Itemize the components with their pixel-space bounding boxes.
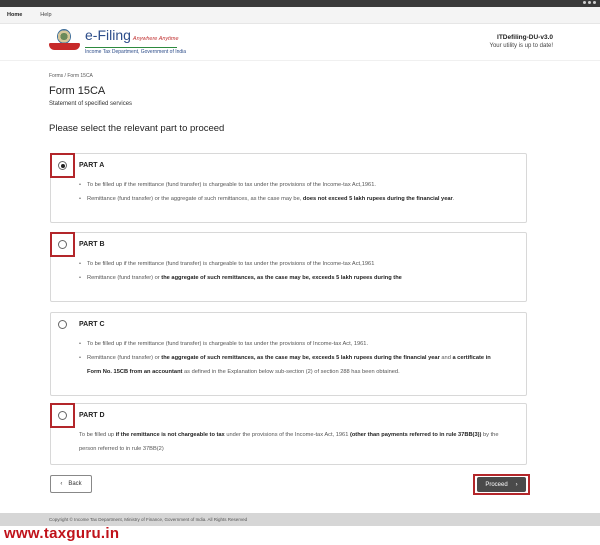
proceed-button-label: Proceed [485, 481, 508, 488]
part-c-radio-wrap[interactable] [50, 312, 75, 337]
watermark: www.taxguru.in [4, 525, 120, 542]
main-content [49, 73, 527, 134]
emblem-icon [49, 28, 81, 54]
part-d-description: To be filled up if the remittance is not chargeable to tax under the provisions of the Income-tax Act, 1961 (other than payments referred to in rule 37BB(3)) by the person referred to in rule 37BB(2) [79, 432, 499, 452]
app-name: ITDefiling-DU-v3.0 [497, 34, 553, 41]
part-c-card[interactable] [50, 312, 527, 396]
window-titlebar [0, 0, 600, 7]
part-c-radio[interactable] [58, 320, 67, 329]
brand-divider [85, 47, 177, 48]
part-a-label: PART A [79, 162, 105, 169]
window-controls[interactable] [583, 1, 596, 4]
page-title: Form 15CA [49, 85, 106, 97]
proceed-button-highlight[interactable] [473, 474, 530, 495]
app-status: Your utility is up to date! [489, 43, 553, 49]
part-b-radio-highlight[interactable] [50, 232, 75, 257]
list-item: • Remittance (fund transfer) or the aggregate of such remittances, as the case may be, exceeds 5 lakh rupees during the financial year and a certificate in Form No. 15CB from an accountant as defined in the Explanation below sub-section (2) of section 288 has been obtained. [79, 351, 506, 379]
menu-help[interactable]: Help [40, 12, 52, 18]
breadcrumb[interactable]: Forms / Form 15CA [49, 73, 93, 79]
list-item: • To be filled up if the remittance (fund transfer) is chargeable to tax under the provisions of the Income-tax Act,1961 [79, 257, 506, 271]
part-b-card[interactable] [50, 232, 527, 302]
part-b-radio[interactable] [58, 240, 67, 249]
brand-title: e-Filing [85, 27, 131, 43]
part-a-card[interactable] [50, 153, 527, 223]
part-d-card[interactable] [50, 403, 527, 465]
window-dot-icon[interactable] [588, 1, 591, 4]
copyright-text: Copyright © Income Tax Department, Ministry of Finance, Government of India. All Rights Reserved [49, 517, 248, 522]
efiling-logo [49, 28, 186, 55]
chevron-right-icon: › [515, 481, 518, 488]
window-dot-icon[interactable] [583, 1, 586, 4]
part-d-radio-highlight[interactable] [50, 403, 75, 428]
brand-tagline: Anywhere Anytime [132, 36, 179, 42]
back-button[interactable] [50, 475, 92, 493]
part-c-bullets [79, 337, 506, 379]
part-b-bullets [79, 257, 506, 285]
chevron-left-icon: ‹ [60, 481, 63, 487]
list-item: • To be filled up if the remittance (fund transfer) is chargeable to tax under the provisions of Income-tax Act, 1961. [79, 337, 506, 351]
back-button-label: Back [68, 481, 82, 487]
list-item: • Remittance (fund transfer) or the aggregate of such remittances, as the case may be, exceeds 5 lakh rupees during the [79, 271, 506, 285]
selection-prompt: Please select the relevant part to proceed [49, 123, 225, 134]
part-a-radio-highlight[interactable] [50, 153, 75, 178]
menu-home[interactable]: Home [7, 12, 23, 18]
proceed-button[interactable] [477, 477, 526, 492]
app-info [490, 34, 553, 49]
part-b-label: PART B [79, 241, 105, 248]
part-a-radio[interactable] [58, 161, 67, 170]
window-dot-icon[interactable] [593, 1, 596, 4]
menubar [0, 7, 600, 24]
list-item: • To be filled up if the remittance (fund transfer) is chargeable to tax under the provisions of the Income-tax Act,1961. [79, 178, 506, 192]
list-item: • Remittance (fund transfer) or the aggregate of such remittances, as the case may be, does not exceed 5 lakh rupees during the financial year. [79, 192, 506, 206]
part-d-radio[interactable] [58, 411, 67, 420]
brand-subtitle: Income Tax Department, Government of India [85, 49, 187, 55]
app-header [0, 24, 600, 61]
part-c-label: PART C [79, 321, 105, 328]
part-a-bullets [79, 178, 506, 206]
part-d-label: PART D [79, 412, 105, 419]
page-subtitle: Statement of specified services [49, 101, 133, 107]
